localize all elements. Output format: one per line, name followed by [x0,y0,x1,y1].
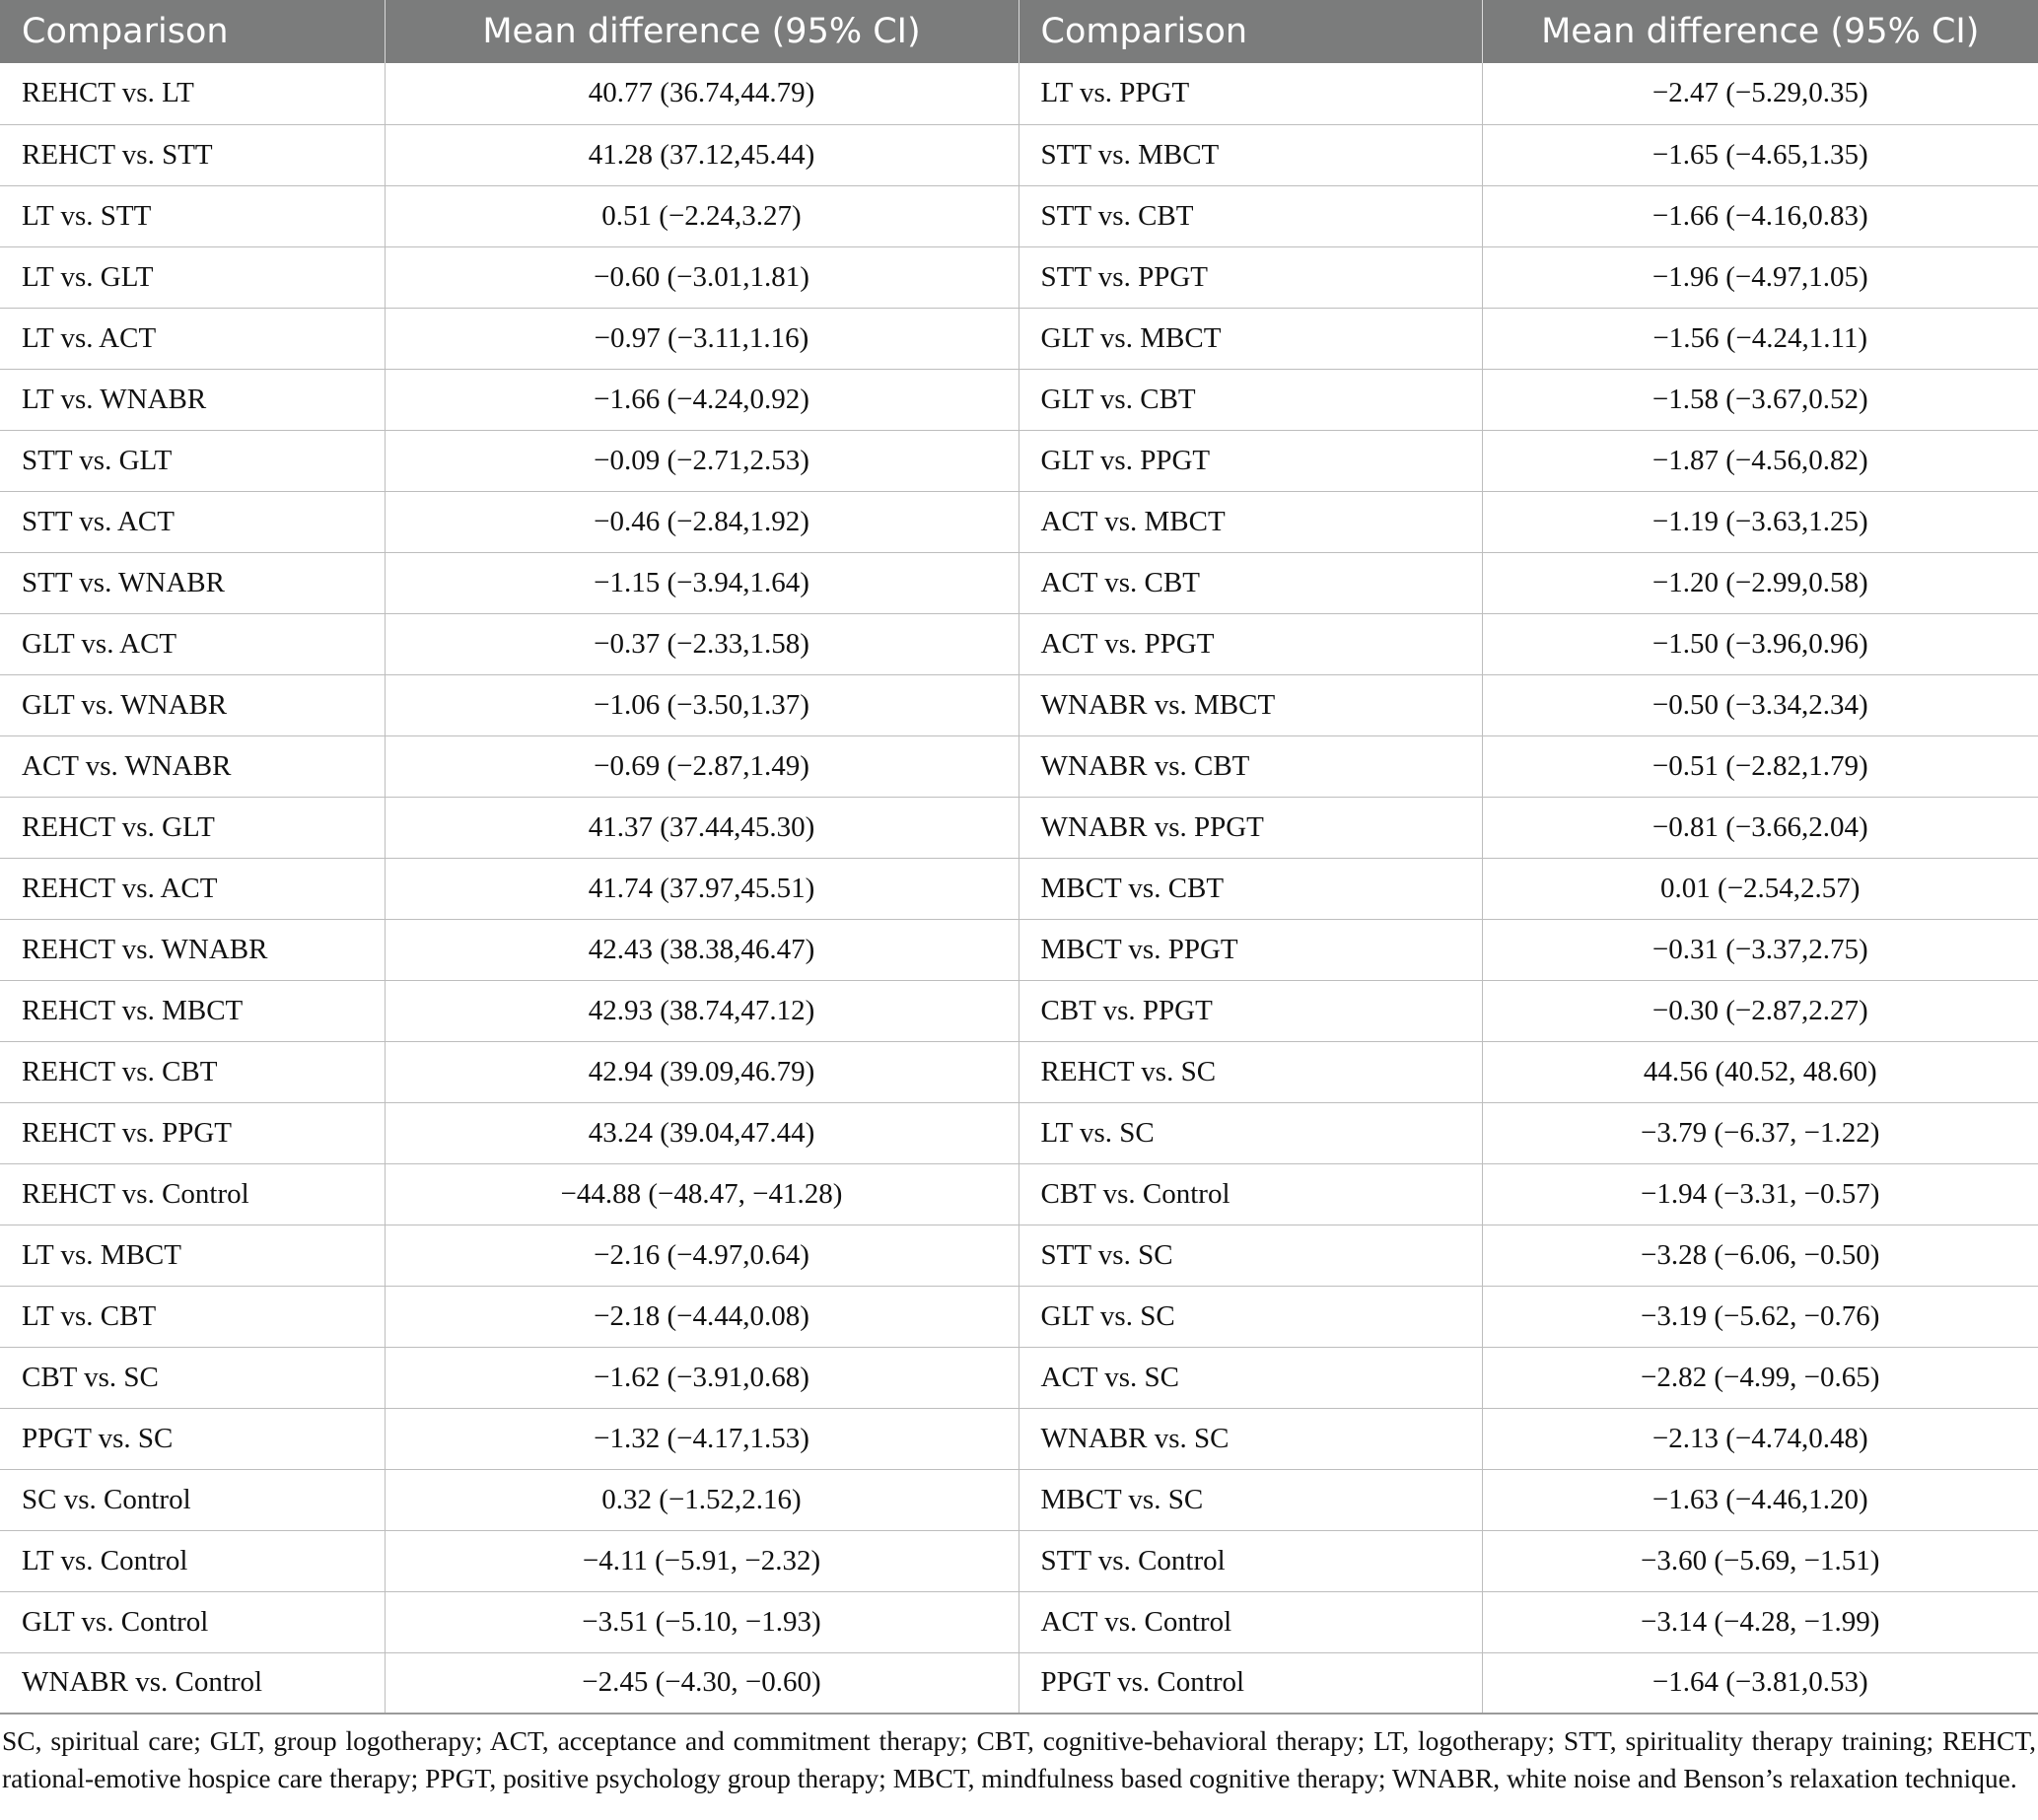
cell-mean-difference-left: −0.09 (−2.71,2.53) [385,430,1019,491]
table-row [0,735,2038,797]
cell-mean-difference-right: −1.96 (−4.97,1.05) [1482,246,2038,308]
cell-mean-difference-left: −0.46 (−2.84,1.92) [385,491,1019,552]
cell-mean-difference-right: −1.56 (−4.24,1.11) [1482,308,2038,369]
cell-mean-difference-left: −0.97 (−3.11,1.16) [385,308,1019,369]
cell-mean-difference-right: −0.51 (−2.82,1.79) [1482,735,2038,797]
cell-mean-difference-left: −0.60 (−3.01,1.81) [385,246,1019,308]
cell-comparison-left: LT vs. CBT [0,1286,385,1347]
cell-mean-difference-left: −1.06 (−3.50,1.37) [385,674,1019,735]
cell-comparison-left: REHCT vs. GLT [0,797,385,858]
cell-comparison-left: REHCT vs. WNABR [0,919,385,980]
header-mean-difference-right: Mean difference (95% CI) [1541,12,1980,51]
cell-comparison-right: ACT vs. MBCT [1019,491,1482,552]
table-row [0,1530,2038,1591]
cell-comparison-left: LT vs. GLT [0,246,385,308]
table-row [0,1652,2038,1714]
table-row [0,980,2038,1041]
cell-mean-difference-left: −4.11 (−5.91, −2.32) [385,1530,1019,1591]
cell-comparison-left: GLT vs. ACT [0,613,385,674]
cell-mean-difference-right: −1.65 (−4.65,1.35) [1482,124,2038,185]
cell-mean-difference-right: −1.66 (−4.16,0.83) [1482,185,2038,246]
cell-comparison-right: LT vs. PPGT [1019,63,1482,124]
cell-comparison-right: ACT vs. Control [1019,1591,1482,1652]
cell-comparison-right: STT vs. Control [1019,1530,1482,1591]
cell-comparison-right: MBCT vs. CBT [1019,858,1482,919]
cell-mean-difference-left: −44.88 (−48.47, −41.28) [385,1163,1019,1225]
cell-mean-difference-right: −1.20 (−2.99,0.58) [1482,552,2038,613]
cell-mean-difference-left: 43.24 (39.04,47.44) [385,1102,1019,1163]
cell-mean-difference-right: 44.56 (40.52, 48.60) [1482,1041,2038,1102]
cell-mean-difference-left: 42.93 (38.74,47.12) [385,980,1019,1041]
cell-mean-difference-left: −0.69 (−2.87,1.49) [385,735,1019,797]
table-row [0,1286,2038,1347]
cell-mean-difference-left: 40.77 (36.74,44.79) [385,63,1019,124]
cell-mean-difference-right: −1.94 (−3.31, −0.57) [1482,1163,2038,1225]
cell-mean-difference-right: −2.13 (−4.74,0.48) [1482,1408,2038,1469]
cell-mean-difference-right: −0.81 (−3.66,2.04) [1482,797,2038,858]
cell-comparison-right: STT vs. MBCT [1019,124,1482,185]
cell-mean-difference-left: −1.66 (−4.24,0.92) [385,369,1019,430]
cell-comparison-left: REHCT vs. MBCT [0,980,385,1041]
cell-mean-difference-left: 42.94 (39.09,46.79) [385,1041,1019,1102]
cell-comparison-right: ACT vs. SC [1019,1347,1482,1408]
cell-comparison-left: WNABR vs. Control [0,1652,385,1714]
table-footnote: SC, spiritual care; GLT, group logotherapy; ACT, acceptance and commitment therapy; CBT, cognitive-behavioral therapy; LT, logotherapy; STT, spirituality therapy training; REHCT, rational-emotive hospice care therapy; PPGT, positive psychology group therapy; MBCT, mindfulness based cognitive therapy; WNABR, white noise and Benson’s relaxation technique. [2,1725,2036,1793]
table-row [0,246,2038,308]
cell-mean-difference-left: −0.37 (−2.33,1.58) [385,613,1019,674]
cell-comparison-right: STT vs. SC [1019,1225,1482,1286]
table-header [0,0,2038,63]
cell-comparison-left: GLT vs. WNABR [0,674,385,735]
cell-mean-difference-right: −0.50 (−3.34,2.34) [1482,674,2038,735]
cell-comparison-right: REHCT vs. SC [1019,1041,1482,1102]
table-row [0,1408,2038,1469]
cell-mean-difference-left: −2.45 (−4.30, −0.60) [385,1652,1019,1714]
cell-mean-difference-left: 0.32 (−1.52,2.16) [385,1469,1019,1530]
table-row [0,124,2038,185]
table-row [0,552,2038,613]
header-row [0,0,2038,63]
cell-comparison-right: GLT vs. SC [1019,1286,1482,1347]
cell-comparison-left: STT vs. WNABR [0,552,385,613]
cell-comparison-left: LT vs. MBCT [0,1225,385,1286]
cell-mean-difference-right: −1.63 (−4.46,1.20) [1482,1469,2038,1530]
cell-comparison-left: ACT vs. WNABR [0,735,385,797]
table-row [0,858,2038,919]
cell-mean-difference-right: −3.79 (−6.37, −1.22) [1482,1102,2038,1163]
cell-mean-difference-right: −3.60 (−5.69, −1.51) [1482,1530,2038,1591]
cell-comparison-right: STT vs. PPGT [1019,246,1482,308]
table-row [0,674,2038,735]
cell-mean-difference-right: −0.30 (−2.87,2.27) [1482,980,2038,1041]
cell-comparison-right: CBT vs. Control [1019,1163,1482,1225]
cell-mean-difference-left: −2.18 (−4.44,0.08) [385,1286,1019,1347]
cell-mean-difference-right: −1.58 (−3.67,0.52) [1482,369,2038,430]
cell-mean-difference-right: −1.87 (−4.56,0.82) [1482,430,2038,491]
cell-comparison-right: GLT vs. PPGT [1019,430,1482,491]
cell-mean-difference-left: −1.15 (−3.94,1.64) [385,552,1019,613]
cell-comparison-left: STT vs. ACT [0,491,385,552]
cell-comparison-left: STT vs. GLT [0,430,385,491]
cell-comparison-left: LT vs. STT [0,185,385,246]
cell-comparison-left: REHCT vs. STT [0,124,385,185]
header-comparison-left: Comparison [0,0,385,63]
cell-mean-difference-left: −3.51 (−5.10, −1.93) [385,1591,1019,1652]
table-row [0,1347,2038,1408]
cell-mean-difference-left: 41.74 (37.97,45.51) [385,858,1019,919]
table-row [0,185,2038,246]
cell-mean-difference-right: −3.19 (−5.62, −0.76) [1482,1286,2038,1347]
cell-mean-difference-right: −1.19 (−3.63,1.25) [1482,491,2038,552]
cell-comparison-right: STT vs. CBT [1019,185,1482,246]
cell-comparison-right: PPGT vs. Control [1019,1652,1482,1714]
cell-comparison-right: MBCT vs. PPGT [1019,919,1482,980]
table-row [0,1041,2038,1102]
table-row [0,1591,2038,1652]
cell-mean-difference-right: −1.64 (−3.81,0.53) [1482,1652,2038,1714]
cell-comparison-left: PPGT vs. SC [0,1408,385,1469]
cell-mean-difference-left: 41.28 (37.12,45.44) [385,124,1019,185]
table-row [0,1163,2038,1225]
header-comparison-right: Comparison [1019,0,1482,63]
cell-comparison-left: LT vs. Control [0,1530,385,1591]
cell-mean-difference-right: −3.14 (−4.28, −1.99) [1482,1591,2038,1652]
cell-mean-difference-left: −1.32 (−4.17,1.53) [385,1408,1019,1469]
cell-comparison-left: REHCT vs. LT [0,63,385,124]
table-row [0,1102,2038,1163]
cell-mean-difference-left: −2.16 (−4.97,0.64) [385,1225,1019,1286]
cell-comparison-right: GLT vs. CBT [1019,369,1482,430]
cell-comparison-right: CBT vs. PPGT [1019,980,1482,1041]
table-row [0,308,2038,369]
table-row [0,919,2038,980]
cell-mean-difference-left: 41.37 (37.44,45.30) [385,797,1019,858]
cell-comparison-right: WNABR vs. CBT [1019,735,1482,797]
cell-mean-difference-right: −2.47 (−5.29,0.35) [1482,63,2038,124]
cell-mean-difference-left: 42.43 (38.38,46.47) [385,919,1019,980]
cell-mean-difference-left: 0.51 (−2.24,3.27) [385,185,1019,246]
cell-comparison-right: LT vs. SC [1019,1102,1482,1163]
cell-comparison-right: GLT vs. MBCT [1019,308,1482,369]
cell-comparison-right: WNABR vs. SC [1019,1408,1482,1469]
cell-comparison-right: MBCT vs. SC [1019,1469,1482,1530]
cell-comparison-left: REHCT vs. CBT [0,1041,385,1102]
cell-mean-difference-right: −1.50 (−3.96,0.96) [1482,613,2038,674]
cell-mean-difference-right: −3.28 (−6.06, −0.50) [1482,1225,2038,1286]
table-row [0,63,2038,124]
table-row [0,797,2038,858]
cell-mean-difference-left: −1.62 (−3.91,0.68) [385,1347,1019,1408]
cell-comparison-right: WNABR vs. MBCT [1019,674,1482,735]
table-row [0,491,2038,552]
cell-comparison-left: LT vs. ACT [0,308,385,369]
cell-comparison-left: SC vs. Control [0,1469,385,1530]
cell-comparison-left: REHCT vs. ACT [0,858,385,919]
cell-comparison-right: ACT vs. PPGT [1019,613,1482,674]
table-row [0,1225,2038,1286]
cell-comparison-right: WNABR vs. PPGT [1019,797,1482,858]
table-row [0,613,2038,674]
header-mean-difference-left: Mean difference (95% CI) [385,0,1019,63]
table-body [0,63,2038,1714]
cell-comparison-left: REHCT vs. PPGT [0,1102,385,1163]
table-row [0,1469,2038,1530]
cell-comparison-right: ACT vs. CBT [1019,552,1482,613]
cell-mean-difference-right: 0.01 (−2.54,2.57) [1482,858,2038,919]
cell-mean-difference-right: −0.31 (−3.37,2.75) [1482,919,2038,980]
cell-mean-difference-right: −2.82 (−4.99, −0.65) [1482,1347,2038,1408]
cell-comparison-left: GLT vs. Control [0,1591,385,1652]
cell-comparison-left: REHCT vs. Control [0,1163,385,1225]
cell-comparison-left: LT vs. WNABR [0,369,385,430]
table-row [0,430,2038,491]
table-row [0,369,2038,430]
cell-comparison-left: CBT vs. SC [0,1347,385,1408]
